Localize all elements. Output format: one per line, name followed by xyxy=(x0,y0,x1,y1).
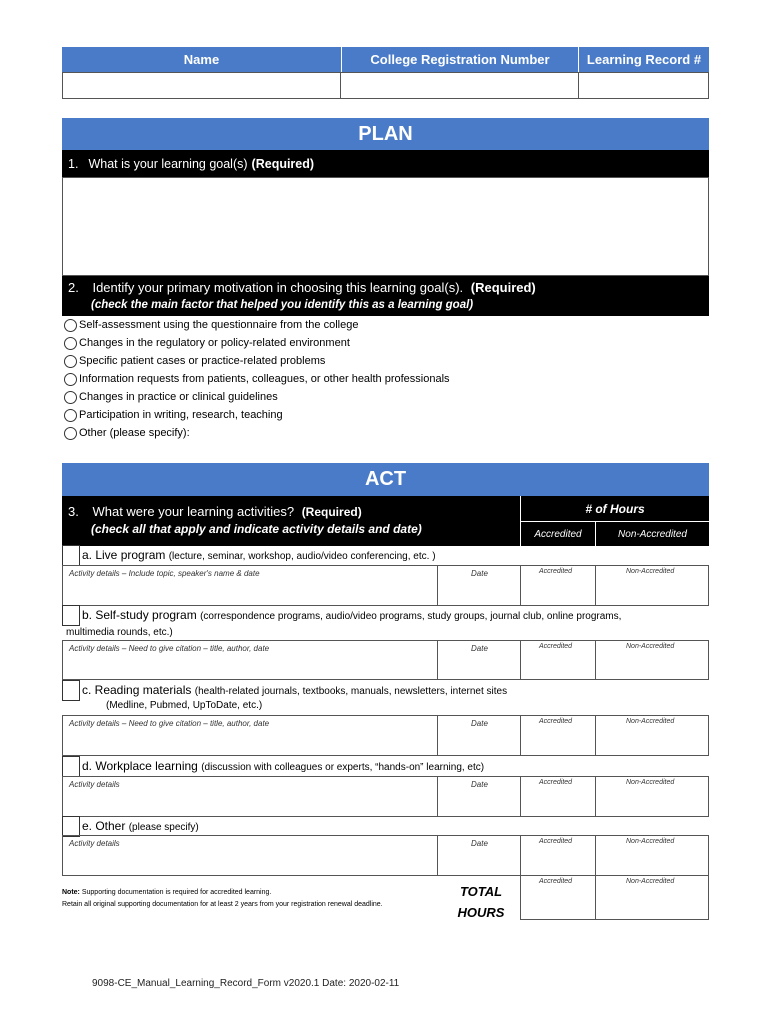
activity-b-desc-continued: multimedia rounds, etc.) xyxy=(66,627,173,638)
radio-icon[interactable] xyxy=(64,337,77,350)
learning-record-header: Learning Record # xyxy=(578,47,709,72)
note: Note: Supporting documentation is required for accredited learning. Retain all original supporting documentation for at least 2 years from your registration renewal deadline. xyxy=(62,889,383,908)
radio-icon[interactable] xyxy=(64,409,77,422)
activity-c-non-accredited[interactable]: Non-Accredited xyxy=(595,715,709,756)
option-writing-research[interactable]: Participation in writing, research, teaching xyxy=(64,406,704,424)
total-hours-label: TOTAL HOURS xyxy=(457,884,505,920)
question-2: 2. Identify your primary motivation in choosing this learning goal(s). (Required) (check the main factor that helped you identify this as a learning goal) xyxy=(62,276,709,316)
learning-record-field[interactable] xyxy=(578,72,709,99)
form-footer: 9098-CE_Manual_Learning_Record_Form v2020.1 Date: 2020-02-11 xyxy=(92,978,400,989)
activity-d-title: d. Workplace learning (discussion with colleagues or experts, “hands-on” learning, etc) xyxy=(82,759,485,773)
accredited-header: Accredited xyxy=(520,521,595,546)
activity-d-checkbox[interactable] xyxy=(62,756,80,777)
option-regulatory[interactable]: Changes in the regulatory or policy-related environment xyxy=(64,334,704,352)
name-field[interactable] xyxy=(62,72,341,99)
option-guidelines[interactable]: Changes in practice or clinical guidelines xyxy=(64,388,704,406)
activity-a-date[interactable]: Date xyxy=(437,565,521,606)
option-information-requests[interactable]: Information requests from patients, colleagues, or other health professionals xyxy=(64,370,704,388)
activity-d-details[interactable]: Activity details xyxy=(62,776,438,817)
activity-c-checkbox[interactable] xyxy=(62,680,80,701)
activity-e-date[interactable]: Date xyxy=(437,835,521,876)
activity-e-accredited[interactable]: Accredited xyxy=(520,835,596,876)
option-self-assessment[interactable]: Self-assessment using the questionnaire from the college xyxy=(64,316,704,334)
radio-icon[interactable] xyxy=(64,373,77,386)
radio-icon[interactable] xyxy=(64,427,77,440)
act-title: ACT xyxy=(62,463,709,496)
radio-icon[interactable] xyxy=(64,391,77,404)
college-registration-header: College Registration Number xyxy=(341,47,578,72)
activity-d-accredited[interactable]: Accredited xyxy=(520,776,596,817)
activity-d-date[interactable]: Date xyxy=(437,776,521,817)
activity-c-accredited[interactable]: Accredited xyxy=(520,715,596,756)
activity-c-title: c. Reading materials (health-related journals, textbooks, manuals, newsletters, internet sites xyxy=(82,683,508,697)
activity-c-details[interactable]: Activity details – Need to give citation – title, author, date xyxy=(62,715,438,756)
activity-c-desc-continued: (Medline, Pubmed, UpToDate, etc.) xyxy=(106,700,263,711)
activity-e-non-accredited[interactable]: Non-Accredited xyxy=(595,835,709,876)
non-accredited-header: Non-Accredited xyxy=(595,521,709,546)
total-non-accredited[interactable]: Non-Accredited xyxy=(595,875,709,920)
question-3: 3. What were your learning activities? (Required) (check all that apply and indicate activity details and date) xyxy=(62,496,520,546)
activity-a-non-accredited[interactable]: Non-Accredited xyxy=(595,565,709,606)
activity-a-checkbox[interactable] xyxy=(62,545,80,566)
activity-c-date[interactable]: Date xyxy=(437,715,521,756)
activity-b-date[interactable]: Date xyxy=(437,640,521,680)
option-other[interactable]: Other (please specify): xyxy=(64,424,704,442)
activity-b-details[interactable]: Activity details – Need to give citation – title, author, date xyxy=(62,640,438,680)
total-accredited[interactable]: Accredited xyxy=(520,875,596,920)
activity-a-details[interactable]: Activity details – Include topic, speaker's name & date xyxy=(62,565,438,606)
activity-d-non-accredited[interactable]: Non-Accredited xyxy=(595,776,709,817)
plan-title: PLAN xyxy=(62,118,709,150)
question-1: 1. What is your learning goal(s) (Required) xyxy=(62,150,709,177)
option-patient-cases[interactable]: Specific patient cases or practice-related problems xyxy=(64,352,704,370)
activity-e-title: e. Other (please specify) xyxy=(82,819,199,833)
name-header: Name xyxy=(62,47,341,72)
learning-goal-field[interactable] xyxy=(62,177,709,276)
radio-icon[interactable] xyxy=(64,355,77,368)
motivation-options xyxy=(64,316,704,442)
radio-icon[interactable] xyxy=(64,319,77,332)
hours-header: # of Hours xyxy=(520,496,709,521)
activity-b-accredited[interactable]: Accredited xyxy=(520,640,596,680)
activity-b-title: b. Self-study program (correspondence programs, audio/video programs, study groups, journal club, online programs, xyxy=(82,608,622,622)
activity-e-checkbox[interactable] xyxy=(62,816,80,837)
college-registration-field[interactable] xyxy=(340,72,579,99)
activity-a-title: a. Live program (lecture, seminar, workshop, audio/video conferencing, etc. ) xyxy=(82,548,436,562)
activity-a-accredited[interactable]: Accredited xyxy=(520,565,596,606)
activity-b-checkbox[interactable] xyxy=(62,605,80,626)
activity-e-details[interactable]: Activity details xyxy=(62,835,438,876)
activity-b-non-accredited[interactable]: Non-Accredited xyxy=(595,640,709,680)
